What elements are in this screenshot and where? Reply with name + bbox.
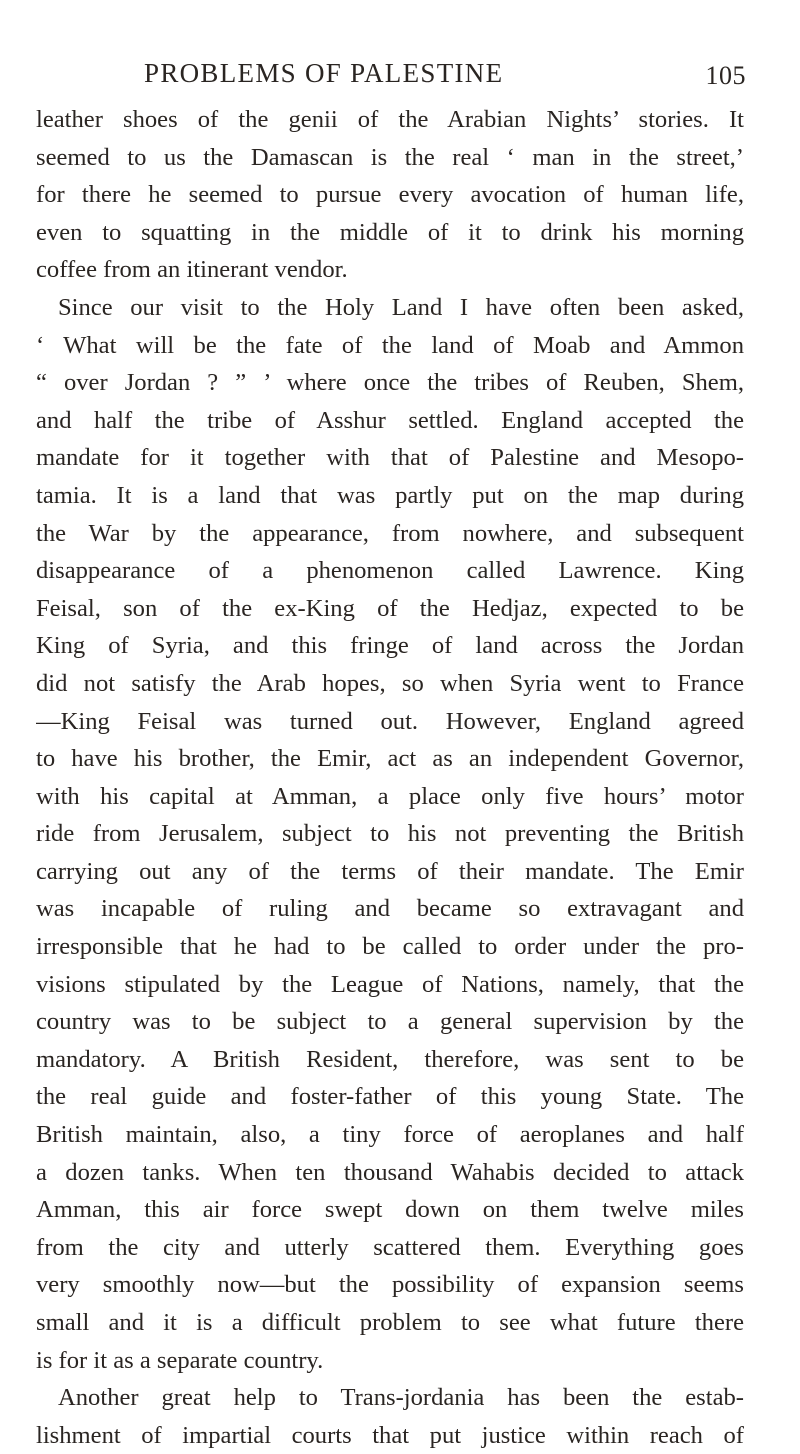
text-line: King of Syria, and this fringe of land across the Jordan [36, 632, 744, 660]
text-line: irresponsible that he had to be called to order under the pro- [36, 933, 744, 961]
text-line: the real guide and foster-father of this young State. The [36, 1083, 744, 1111]
text-line: and half the tribe of Asshur settled. England accepted the [36, 406, 744, 434]
text-line: lishment of impartial courts that put justice within reach of [36, 1421, 744, 1449]
text-line: with his capital at Amman, a place only five hours’ motor [36, 782, 744, 810]
text-line: disappearance of a phenomenon called Lawrence. King [36, 557, 744, 585]
text-line: tamia. It is a land that was partly put on the map during [36, 481, 744, 509]
text-line: Feisal, son of the ex-King of the Hedjaz, expected to be [36, 594, 744, 622]
text-line: —King Feisal was turned out. However, England agreed [36, 707, 744, 735]
text-line: carrying out any of the terms of their mandate. The Emir [36, 857, 744, 885]
text-line: ‘ What will be the fate of the land of Moab and Ammon [36, 331, 744, 359]
text-line: British maintain, also, a tiny force of aeroplanes and half [36, 1121, 744, 1149]
text-line: Amman, this air force swept down on them twelve miles [36, 1196, 744, 1224]
text-line: small and it is a difficult problem to see what future there [36, 1309, 744, 1336]
text-line: to have his brother, the Emir, act as an independent Governor, [36, 745, 744, 773]
text-line: a dozen tanks. When ten thousand Wahabis decided to attack [36, 1158, 744, 1186]
text-line: Since our visit to the Holy Land I have often been asked, [58, 293, 744, 321]
text-line: is for it as a separate country. [36, 1346, 324, 1374]
text-line: “ over Jordan ? ” ’ where once the tribes of Reuben, Shem, [36, 369, 744, 397]
text-line: mandate for it together with that of Palestine and Mesopo- [36, 444, 744, 472]
text-line: was incapable of ruling and became so extravagant and [36, 895, 744, 923]
text-line: leather shoes of the genii of the Arabian Nights’ stories. It [36, 106, 744, 133]
text-line: coffee from an itinerant vendor. [36, 256, 348, 284]
text-line: very smoothly now—but the possibility of expansion seems [36, 1271, 744, 1299]
body-text [36, 101, 744, 1454]
text-line: from the city and utterly scattered them. Everything goes [36, 1233, 744, 1261]
page-number: 105 [705, 61, 746, 90]
running-head [144, 58, 780, 98]
text-line: seemed to us the Damascan is the real ‘ man in the street,’ [36, 143, 744, 171]
text-line: even to squatting in the middle of it to drink his morning [36, 218, 744, 246]
text-line: did not satisfy the Arab hopes, so when Syria went to France [36, 669, 744, 697]
text-line: for there he seemed to pursue every avocation of human life, [36, 181, 744, 209]
text-line: ride from Jerusalem, subject to his not preventing the British [36, 820, 744, 848]
text-line: the War by the appearance, from nowhere, and subsequent [36, 519, 744, 547]
text-line: Another great help to Trans-jordania has been the estab- [58, 1384, 744, 1412]
text-line: visions stipulated by the League of Nations, namely, that the [36, 970, 744, 998]
text-line: mandatory. A British Resident, therefore, was sent to be [36, 1045, 744, 1073]
running-title: PROBLEMS OF PALESTINE [144, 58, 504, 88]
text-line: country was to be subject to a general supervision by the [36, 1008, 744, 1036]
